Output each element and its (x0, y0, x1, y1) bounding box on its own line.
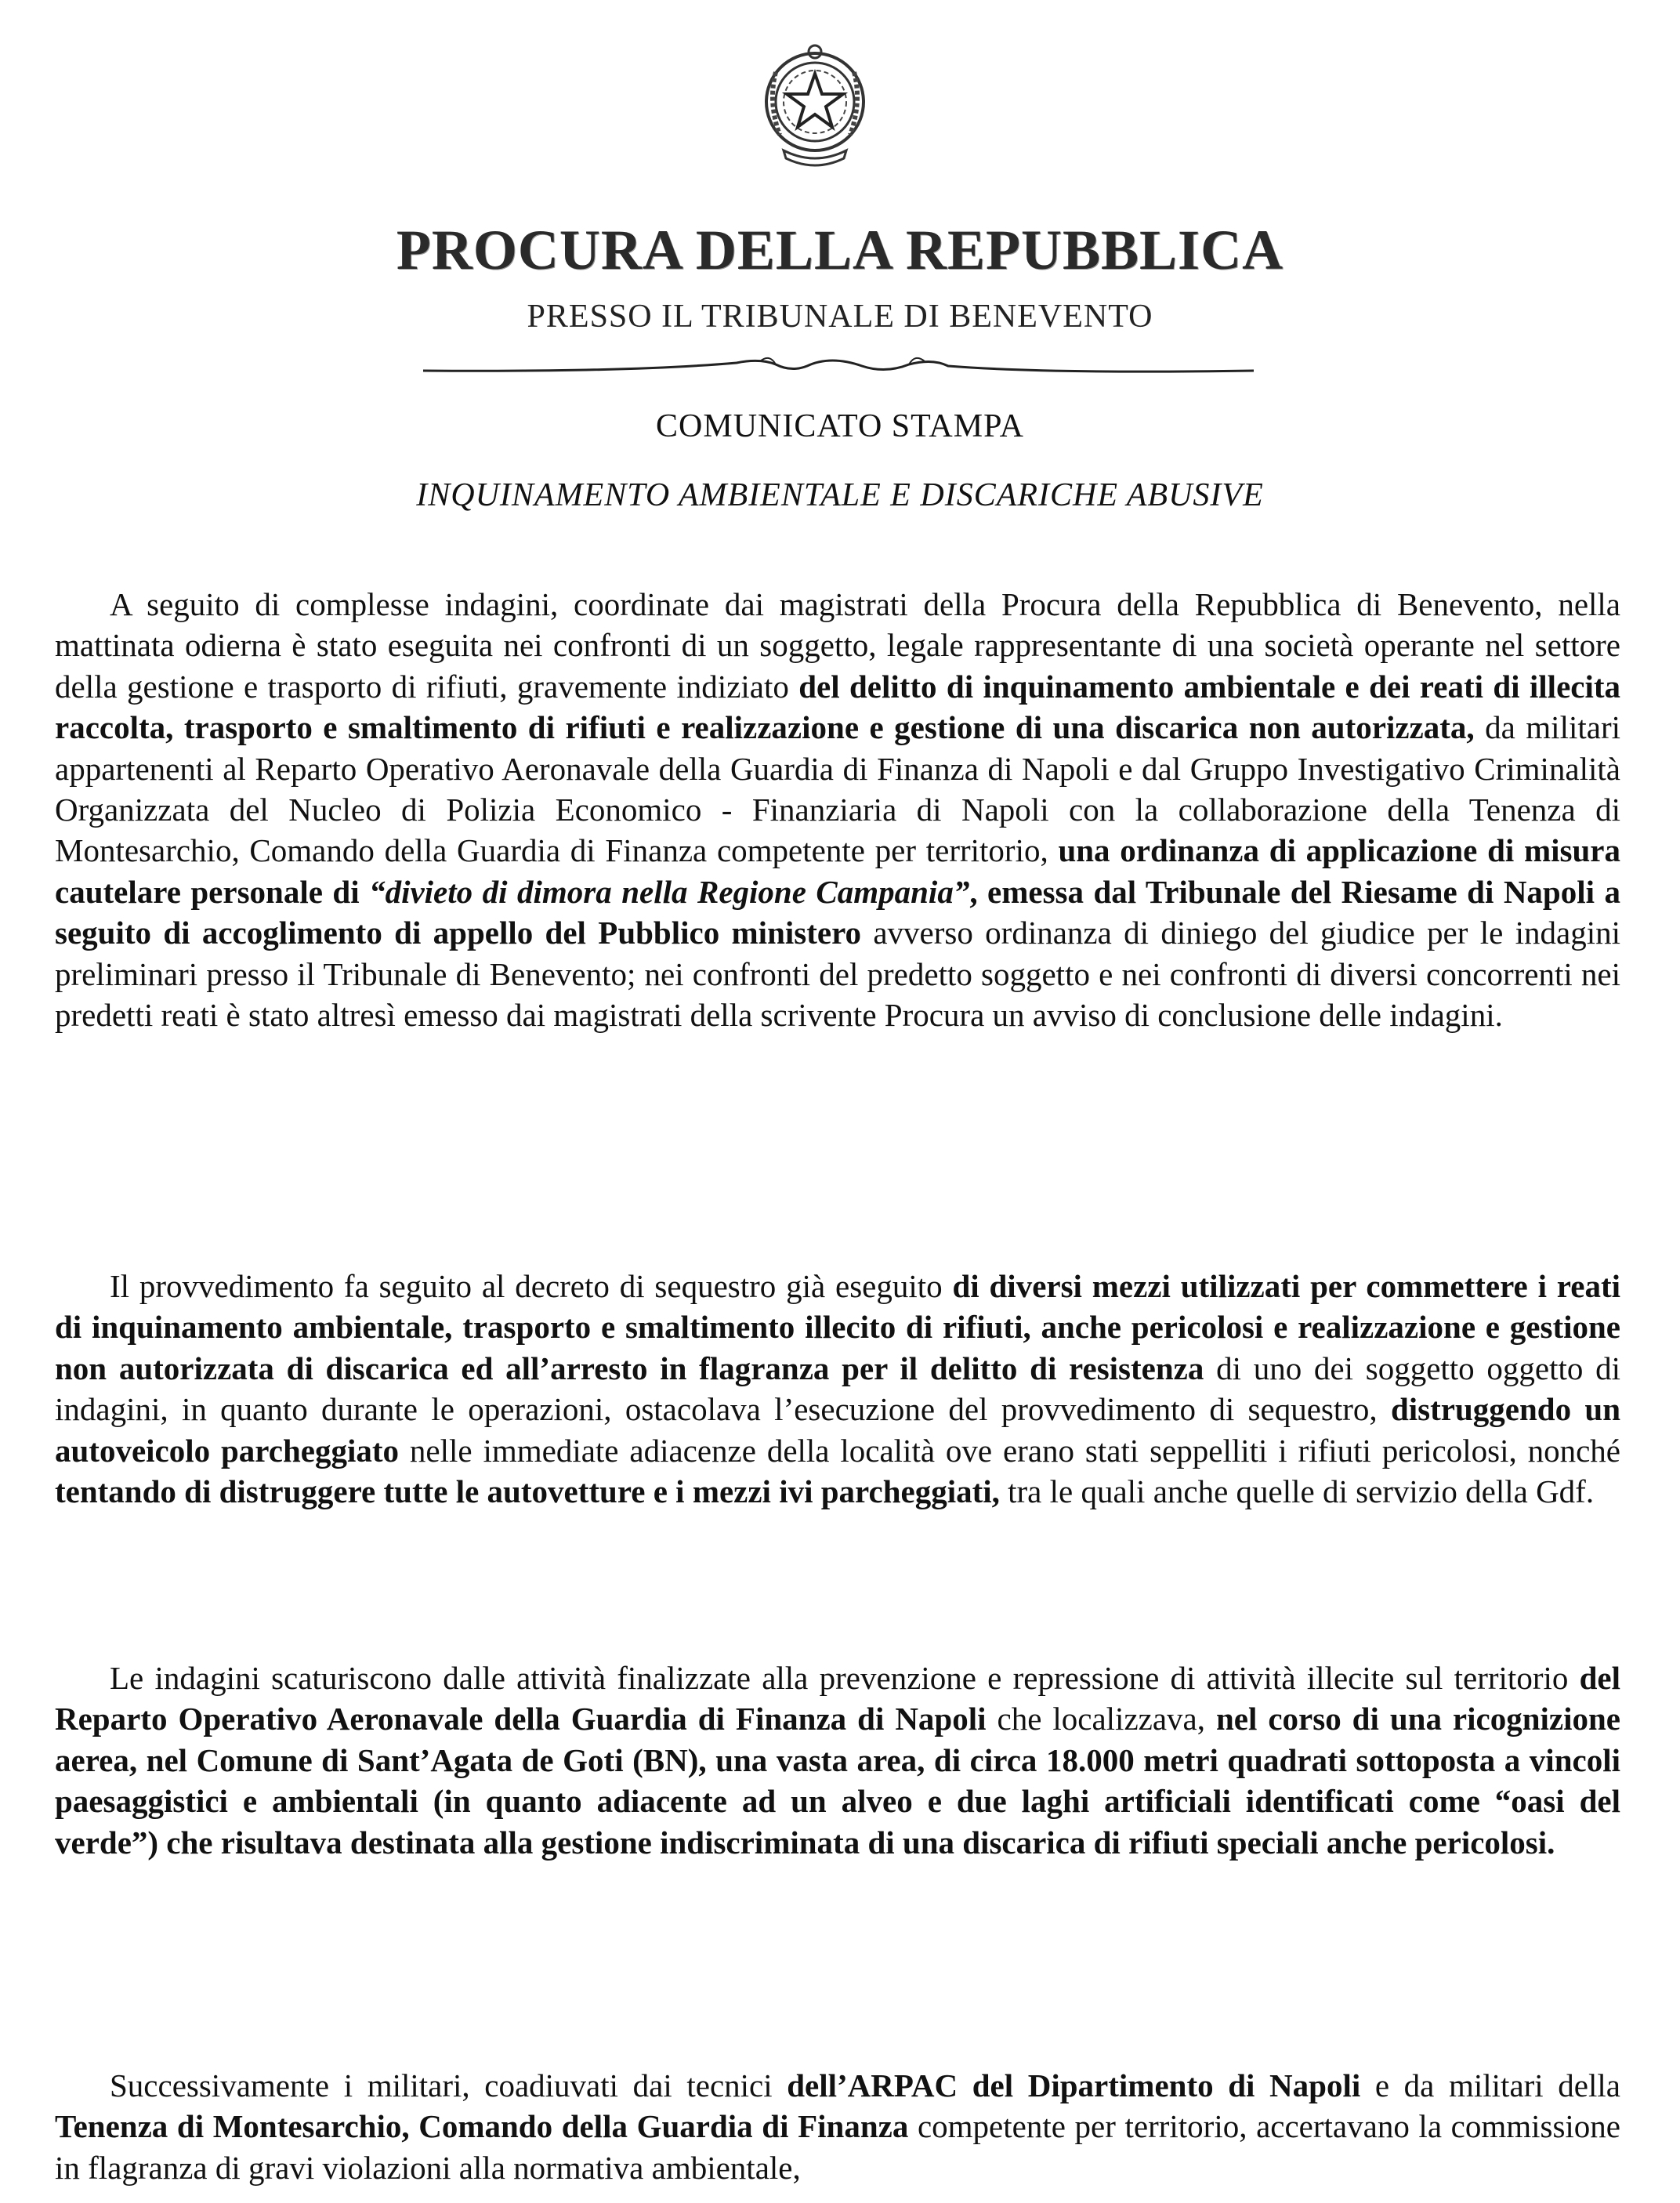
italian-republic-emblem-icon (756, 41, 874, 170)
text-run: , emessa dal Tribunale del Riesame di Napoli a seguito di accoglimento di appello del Pubblico ministero (55, 873, 1620, 951)
text-run: A seguito di complesse indagini, coordinate dai magistrati della Procura della Repubblica di Benevento, nella mattinata odierna è stato eseguita nei confronti di un soggetto, legale rappresentante di una società operante nel settore della gestione e trasporto di rifiuti, gravemente indiziato (55, 586, 1620, 705)
paragraph-3 (55, 1658, 1620, 1863)
text-run: nel corso di una ricognizione aerea, nel Comune di Sant’Agata de Goti (BN), una vasta area, di circa 18.000 metri quadrati sottoposta a vincoli paesaggistici e ambientali (in quanto adiacente ad un alveo e due laghi artificiali identificati come “oasi del verde”) che risultava destinata alla gestione indiscriminata di una discarica di rifiuti speciali anche pericolosi. (55, 1701, 1620, 1861)
text-run: Il provvedimento fa seguito al decreto di sequestro già eseguito (110, 1268, 953, 1304)
institution-subtitle: PRESSO IL TRIBUNALE DI BENEVENTO (527, 299, 1153, 335)
text-run: Successivamente i militari, coadiuvati dai tecnici (110, 2067, 788, 2103)
text-run: e da militari della (1360, 2067, 1620, 2103)
document-topic: INQUINAMENTO AMBIENTALE E DISCARICHE ABUSIVE (416, 477, 1264, 513)
text-run: competente per territorio, accertavano la commissione in flagranza di gravi violazioni alla normativa ambientale, (55, 2108, 1621, 2186)
text-run: da militari appartenenti al Reparto Operativo Aeronavale della Guardia di Finanza di Napoli e dal Gruppo Investigativo Criminalità Organizzata del Nucleo di Polizia Economico - Finanziaria di Napoli con la collaborazione della Tenenza di Montesarchio, Comando della Guardia di Finanza competente per territorio, (55, 709, 1620, 869)
text-run: di uno dei soggetto oggetto di indagini, in quanto durante le operazioni, ostacolava l’esecuzione del provvedimento di sequestro, (55, 1350, 1621, 1428)
text-run: che localizzava, (986, 1701, 1216, 1737)
text-run: Tenenza di Montesarchio, Comando della Guardia di Finanza (55, 2108, 909, 2145)
text-run: tra le quali anche quelle di servizio della Gdf. (999, 1473, 1595, 1510)
text-run: tentando di distruggere tutte le autovetture e i mezzi ivi parcheggiati, (55, 1473, 1000, 1510)
text-run: una ordinanza di applicazione di misura cautelare personale di (55, 832, 1620, 910)
paragraph-1 (55, 584, 1620, 1035)
paragraph-2 (55, 1266, 1620, 1512)
text-run: del Reparto Operativo Aeronavale della Guardia di Finanza di Napoli (55, 1660, 1620, 1737)
decorative-flourish-icon (423, 349, 1254, 388)
text-run: nelle immediate adiacenze della località ove erano stati seppelliti i rifiuti pericolosi, nonché (399, 1432, 1620, 1469)
text-run: avverso ordinanza di diniego del giudice per le indagini preliminari presso il Tribunale di Benevento; nei confronti del predetto soggetto e nei confronti di diversi concorrenti nei predetti reati è stato altresì emesso dai magistrati della scrivente Procura un avviso di conclusione delle indagini. (55, 915, 1621, 1034)
text-run: Le indagini scaturiscono dalle attività finalizzate alla prevenzione e repressione di attività illecite sul territorio (110, 1660, 1580, 1696)
institution-title: PROCURA DELLA REPUBBLICA (396, 219, 1284, 281)
text-run: dell’ARPAC del Dipartimento di Napoli (787, 2067, 1361, 2103)
text-run: “divieto di dimora nella Regione Campania” (369, 873, 970, 910)
text-run: di diversi mezzi utilizzati per commettere i reati di inquinamento ambientale, trasporto e smaltimento illecito di rifiuti, anche pericolosi e realizzazione e gestione non autorizzata di discarica ed all’arresto in flagranza per il delitto di resistenza (55, 1268, 1620, 1386)
paragraph-4 (55, 2065, 1620, 2188)
document-type: COMUNICATO STAMPA (656, 408, 1024, 444)
text-run: del delitto di inquinamento ambientale e dei reati di illecita raccolta, trasporto e smaltimento di rifiuti e realizzazione e gestione di una discarica non autorizzata, (55, 668, 1621, 746)
text-run: distruggendo un autoveicolo parcheggiato (55, 1391, 1620, 1469)
